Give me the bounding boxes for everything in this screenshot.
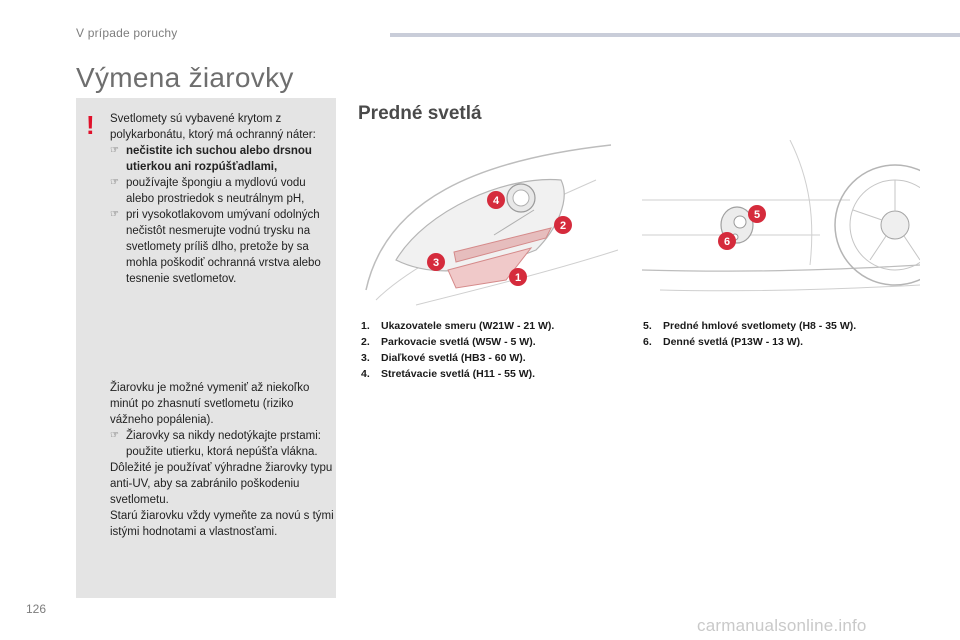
note-paragraph: Dôležité je používať výhradne žiarovky typu anti-UV, aby sa zabránilo poškodeniu svetlometu. [110,462,333,506]
svg-text:6: 6 [723,236,731,248]
warning-text [110,111,330,287]
callout-1 [509,268,527,286]
list-item: 2. Parkovacie svetlá (W5W - 5 W). [361,336,536,348]
callout-2 [554,216,572,234]
watermark: carmanualsonline.info [697,616,867,635]
warning-box [76,98,336,598]
svg-text:1: 1 [514,272,522,284]
warning-intro: Svetlomety sú vybavené krytom z polykarbonátu, ktorý má ochranný náter: [110,113,316,141]
warning-bullet: ☞ používajte špongiu a mydlovú vodu alebo prostriedok s neutrálnym pH, [110,177,306,205]
list-item: 1. Ukazovatele smeru (W21W - 21 W). [361,320,555,332]
callout-5 [748,205,766,223]
svg-text:4: 4 [492,195,500,207]
warning-bullet: ☞ nečistite ich suchou alebo drsnou utierkou ani rozpúšťadlami, [110,145,312,173]
warning-icon: ! [86,110,95,140]
note-paragraph: Žiarovku je možné vymeniť až niekoľko minút po zhasnutí svetlometu (riziko vážneho popálenia). [110,382,310,426]
page-number: 126 [26,602,47,616]
callout-3 [427,253,445,271]
list-item: 5. Predné hmlové svetlomety (H8 - 35 W). [643,320,857,332]
list-item: 6. Denné svetlá (P13W - 13 W). [643,336,804,348]
section-title: Predné svetlá [358,103,482,124]
bullet-icon: ☞ [110,209,119,220]
fog-lights-list [643,318,856,350]
bulb-note-text [110,380,334,540]
note-paragraph: Starú žiarovku vždy vymeňte za novú s tými istými hodnotami a vlastnosťami. [110,510,334,538]
headlamp-illustration [356,140,621,310]
bullet-icon: ☞ [110,145,119,156]
note-bullet: ☞ Žiarovky sa nikdy nedotýkajte prstami: použite utierku, ktorá nepúšťa vlákna. [110,430,321,458]
list-item: 4. Stretávacie svetlá (H11 - 55 W). [361,368,536,380]
section-header: V prípade poruchy [76,26,178,40]
svg-text:5: 5 [753,209,761,221]
warning-bullet: ☞ pri vysokotlakovom umývaní odolných nečistôt nesmerujte vodnú trysku na svetlomety príliš dlho, pretože by sa mohla poškodiť ochranná vrstva alebo tesnenie svetlometov. [110,209,321,285]
svg-text:3: 3 [432,257,440,269]
page-title: Výmena žiarovky [76,62,294,93]
list-item: 3. Diaľkové svetlá (HB3 - 60 W). [361,352,526,364]
header-bar [390,33,960,37]
callout-6 [718,232,736,250]
bullet-icon: ☞ [110,177,119,188]
svg-text:2: 2 [559,220,567,232]
callout-4 [487,191,505,209]
bullet-icon: ☞ [110,430,119,441]
front-lights-list [361,318,554,382]
foglamp-illustration [640,140,920,310]
